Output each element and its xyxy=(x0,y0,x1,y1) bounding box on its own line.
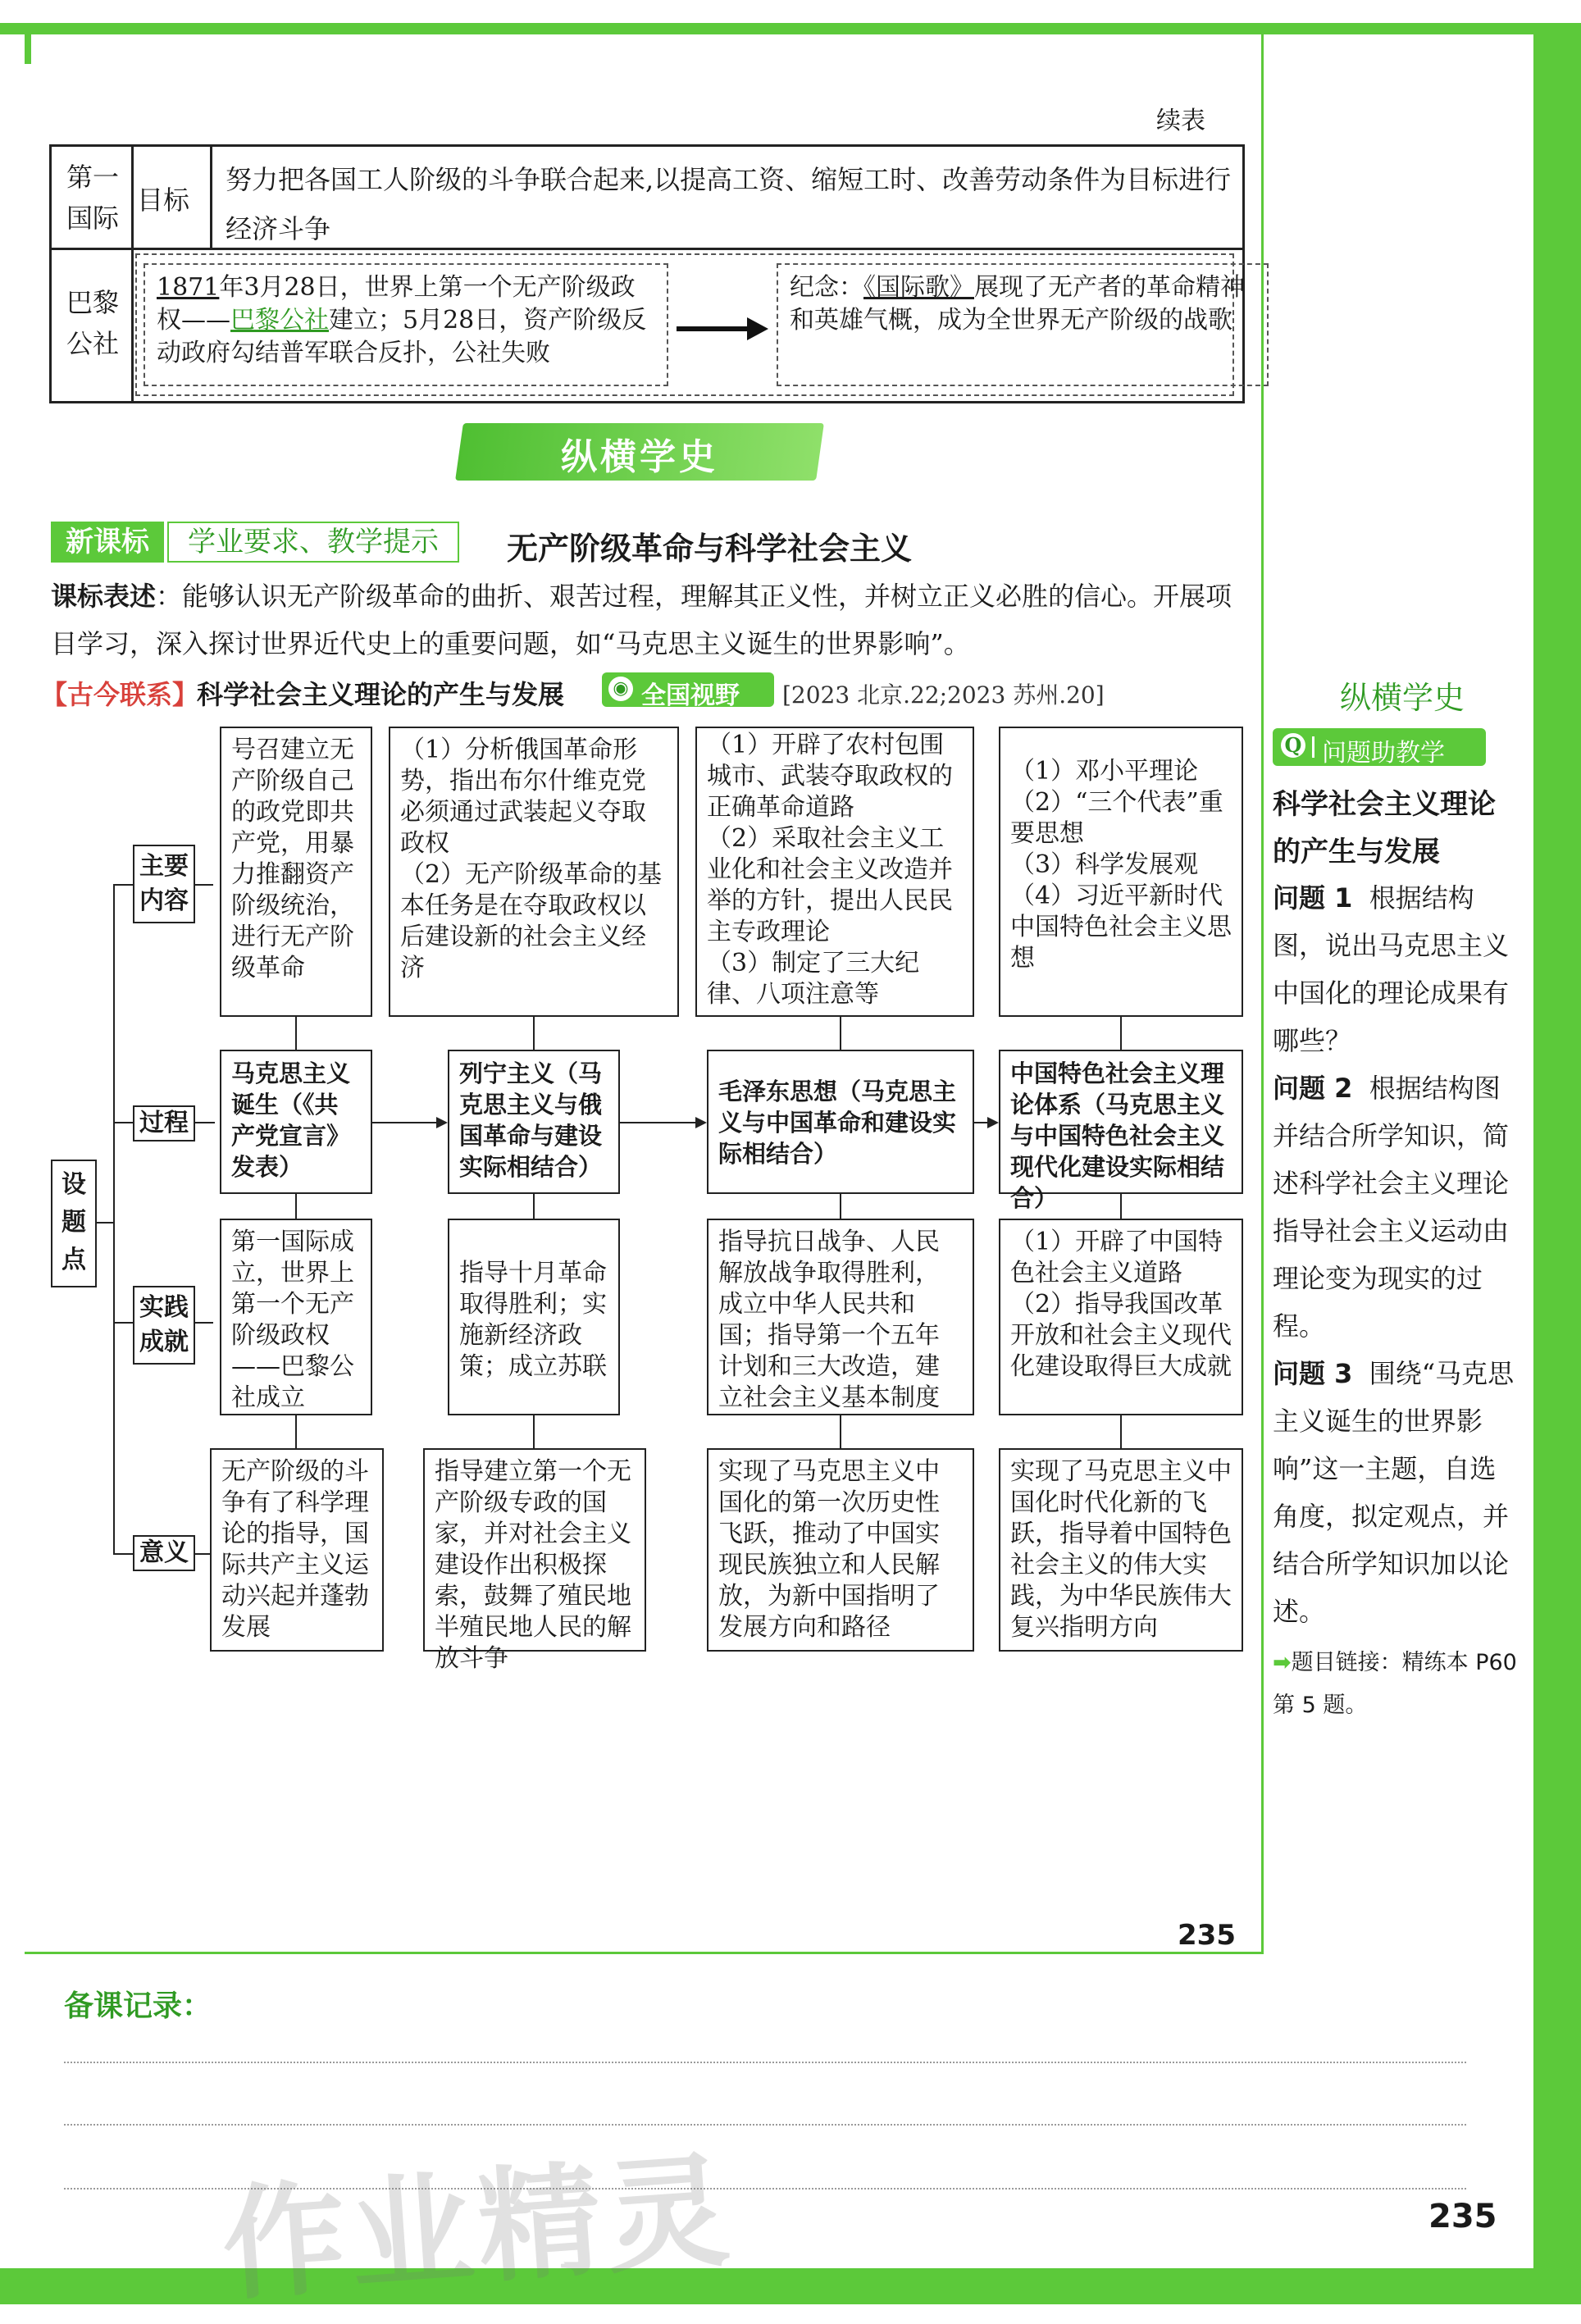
curriculum-topic: 无产阶级革命与科学社会主义 xyxy=(507,531,913,567)
process-box-2: 列宁主义（马克思主义与俄国革命与建设实际相结合） xyxy=(448,1050,620,1194)
memorial-label: 纪念： xyxy=(790,273,863,302)
content-box-3: （1）开辟了农村包围城市、武装夺取政权的正确革命道路 （2）采取社会主义工业化和社会主义改造并举的方针，提出人民民主专政理论 （3）制定了三大纪律、八项注意等 xyxy=(695,727,974,1017)
process-box-3: 毛泽东思想（马克思主义与中国革命和建设实际相结合） xyxy=(707,1050,974,1194)
v-link-1c xyxy=(295,1415,297,1448)
commune-arrow-line xyxy=(677,326,750,331)
v-link-2c xyxy=(533,1415,535,1448)
category-achievements: 实践 成就 xyxy=(133,1286,195,1365)
col-divider xyxy=(131,147,134,401)
connector-achievements xyxy=(195,1322,213,1324)
v-link-4b xyxy=(1120,1194,1122,1219)
link-reference: [2023 北京.22;2023 苏州.20] xyxy=(782,681,1105,709)
tree-branch-1 xyxy=(113,884,133,886)
content-box-2: （1）分析俄国革命形势，指出布尔什维克党必须通过武装起义夺取政权 （2）无产阶级革命的基本任务是在夺取政权以后建设新的社会主义经济 xyxy=(389,727,679,1017)
commune-year: 1871 xyxy=(157,273,220,302)
goal-text: 努力把各国工人阶级的斗争联合起来,以提高工资、缩短工时、改善劳动条件为目标进行经济斗争 xyxy=(226,164,1232,244)
content-box-4: （1）邓小平理论 （2）“三个代表”重要思想 （3）科学发展观 （4）习近平新时代中国特色社会主义思想 xyxy=(999,727,1243,1017)
process-arrow-head-2 xyxy=(695,1117,707,1128)
process-arrow-1 xyxy=(372,1122,438,1123)
achievement-box-2: 指导十月革命取得胜利；实施新经济政策；成立苏联 xyxy=(448,1219,620,1415)
tree-line-stem xyxy=(97,1222,115,1224)
v-link-2b xyxy=(533,1194,535,1219)
content-box-1: 号召建立无产阶级自己的政党即共产党，用暴力推翻资产阶级统治，进行无产阶级革命 xyxy=(220,727,372,1017)
question-2-text: 根据结构图并结合所学知识，简述科学社会主义理论指导社会主义运动由理论变为现实的过程。 xyxy=(1273,1073,1510,1342)
process-box-1: 马克思主义诞生（《共产党宣言》发表） xyxy=(220,1050,372,1194)
memorial-highlight: 《国际歌》 xyxy=(863,273,974,302)
first-international-name: 第一 国际 xyxy=(66,162,119,234)
tree-line-vertical xyxy=(113,884,115,1555)
statement-label: 课标表述 xyxy=(51,581,157,612)
sidebar-link-text: 题目链接：精练本 P60 第 5 题。 xyxy=(1273,1650,1517,1718)
memorial-text: 展现了无产者的革命精神和英雄气概，成为全世界无产阶级的战歌 xyxy=(790,273,1245,335)
category-content: 主要 内容 xyxy=(133,845,195,923)
watermark: 作业精灵 xyxy=(217,2139,739,2318)
left-green-border xyxy=(25,23,31,64)
question-3-label: 问题 3 xyxy=(1273,1358,1353,1389)
process-arrow-head-1 xyxy=(436,1117,448,1128)
significance-box-4: 实现了马克思主义中国化时代化新的飞跃，指导着中国特色社会主义的伟大实践，为中华民族伟大复兴指明方向 xyxy=(999,1448,1243,1652)
process-arrow-3 xyxy=(974,1122,987,1123)
page-number: 235 xyxy=(1428,2198,1497,2235)
sidebar-questions xyxy=(1273,874,1519,1635)
tree-branch-3 xyxy=(113,1322,133,1324)
badge-label: 全国视野 xyxy=(641,681,740,710)
commune-arrow-head xyxy=(747,317,768,340)
badge-divider xyxy=(1312,736,1314,758)
v-link-2a xyxy=(533,1017,535,1050)
significance-box-1: 无产阶级的斗争有了科学理论的指导，国际共产主义运动兴起并蓬勃发展 xyxy=(210,1448,384,1652)
commune-text-1: 年3月28日，世界上第一个无产阶级政权—— xyxy=(157,273,636,335)
curriculum-statement xyxy=(51,572,1248,668)
sidebar-subtitle: 科学社会主义理论的产生与发展 xyxy=(1273,788,1496,868)
category-significance: 意义 xyxy=(133,1535,195,1571)
v-link-3b xyxy=(840,1194,841,1219)
sidebar-link[interactable] xyxy=(1273,1642,1527,1727)
eye-icon: ◉ xyxy=(608,677,633,701)
v-link-4a xyxy=(1120,1017,1122,1050)
process-arrow-2 xyxy=(620,1122,697,1123)
sidebar-title: 纵横学史 xyxy=(1339,680,1465,716)
first-international-table xyxy=(49,144,1245,403)
significance-box-3: 实现了马克思主义中国化的第一次历史性飞跃，推动了中国实现民族独立和人民解放，为新中国指明了发展方向和路径 xyxy=(707,1448,974,1652)
col-divider-2 xyxy=(210,147,212,248)
continued-label: 续表 xyxy=(1156,107,1205,135)
arrow-right-icon: ➡ xyxy=(1273,1650,1292,1675)
significance-box-2: 指导建立第一个无产阶级专政的国家，并对社会主义建设作出积极探索，鼓舞了殖民地半殖民地人民的解放斗争 xyxy=(423,1448,646,1652)
question-3 xyxy=(1273,1350,1519,1635)
commune-highlight: 巴黎公社 xyxy=(230,306,329,335)
top-green-border xyxy=(0,23,1581,34)
achievement-box-3: 指导抗日战争、人民解放战争取得胜利，成立中华人民共和国；指导第一个五年计划和三大改造，建立社会主义基本制度 xyxy=(707,1219,974,1415)
achievement-box-1: 第一国际成立，世界上第一个无产阶级政权——巴黎公社成立 xyxy=(220,1219,372,1415)
v-link-3a xyxy=(840,1017,841,1050)
tree-branch-2 xyxy=(113,1122,133,1123)
section-title: 纵横学史 xyxy=(561,436,718,478)
question-1 xyxy=(1273,874,1519,1064)
curriculum-tag: 新课标 xyxy=(51,522,164,563)
link-title: 科学社会主义理论的产生与发展 xyxy=(197,679,565,710)
question-2-label: 问题 2 xyxy=(1273,1073,1353,1104)
paris-commune-left-box xyxy=(144,263,668,386)
notes-line-1[interactable] xyxy=(64,2062,1466,2063)
paris-commune-right-box xyxy=(777,263,1269,386)
right-green-border xyxy=(1533,23,1581,2304)
v-link-4c xyxy=(1120,1415,1122,1448)
curriculum-tag2: 学业要求、教学提示 xyxy=(167,522,459,563)
inner-page-bottom-line xyxy=(25,1952,1264,1954)
v-link-1a xyxy=(295,1017,297,1050)
tree-branch-4 xyxy=(113,1553,133,1555)
sidebar-badge-label: 问题助教学 xyxy=(1322,739,1445,768)
question-1-label: 问题 1 xyxy=(1273,882,1353,914)
root-node: 设 题 点 xyxy=(51,1160,97,1287)
question-1-text: 根据结构图，说出马克思主义中国化的理论成果有哪些？ xyxy=(1273,882,1510,1056)
v-link-3c xyxy=(840,1415,841,1448)
notes-label: 备课记录： xyxy=(64,1989,212,2023)
question-3-text: 围绕“马克思主义诞生的世界影响”这一主题，自选角度，拟定观点，并结合所学知识加以论述。 xyxy=(1273,1358,1515,1627)
national-view-badge xyxy=(602,672,774,710)
magnifier-icon: Q xyxy=(1281,733,1305,758)
connector-significance xyxy=(195,1553,210,1555)
link-tag: 【古今联系】 xyxy=(41,679,199,710)
v-link-1b xyxy=(295,1194,297,1219)
achievement-box-4: （1）开辟了中国特色社会主义道路 （2）指导我国改革开放和社会主义现代化建设取得巨大成就 xyxy=(999,1219,1243,1415)
process-box-4: 中国特色社会主义理论体系（马克思主义与中国特色社会主义现代化建设实际相结合） xyxy=(999,1050,1243,1194)
sidebar-badge xyxy=(1273,728,1486,766)
commune-text-2: 建立；5月28日，资产阶级反动政府勾结普军联合反扑，公社失败 xyxy=(157,306,647,367)
inner-page-number: 235 xyxy=(1178,1919,1236,1952)
goal-field-label: 目标 xyxy=(137,185,190,216)
connector-content xyxy=(195,884,213,886)
connector-process xyxy=(195,1122,215,1123)
notes-line-2[interactable] xyxy=(64,2124,1466,2126)
question-2 xyxy=(1273,1064,1519,1350)
process-arrow-head-3 xyxy=(987,1117,999,1128)
category-process: 过程 xyxy=(133,1105,195,1141)
statement-text: ：能够认识无产阶级革命的曲折、艰苦过程，理解其正义性，并树立正义必胜的信心。开展项目学习，深入探讨世界近代史上的重要问题，如“马克思主义诞生的世界影响”。 xyxy=(51,581,1232,659)
paris-commune-name: 巴黎 公社 xyxy=(66,287,119,359)
